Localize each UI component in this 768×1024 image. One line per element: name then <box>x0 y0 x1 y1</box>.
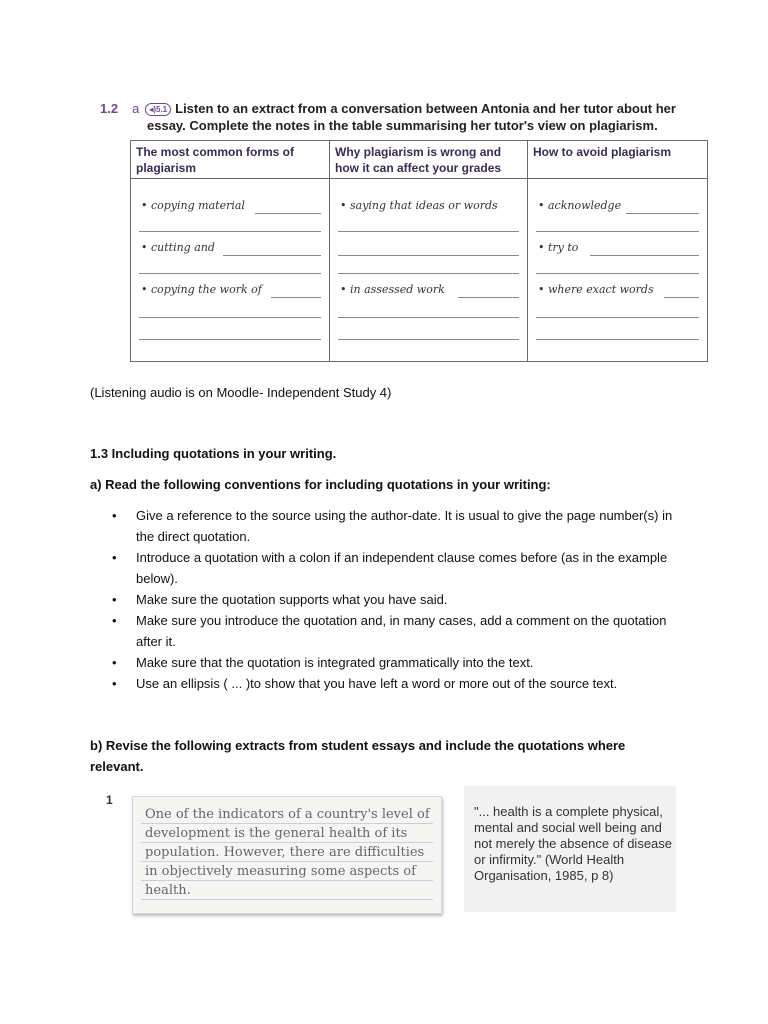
list-item: • Make sure you introduce the quotation and, in many cases, add a comment on the quotation after it. <box>90 610 680 652</box>
list-item: • Make sure that the quotation is integrated grammatically into the text. <box>90 652 680 673</box>
exercise-1-2-instruction <box>100 100 700 134</box>
note-prompt: • in assessed work <box>340 283 445 296</box>
table-header: The most common forms of plagiarism <box>131 141 329 179</box>
note-prompt: • acknowledge <box>538 199 622 212</box>
audio-track-badge: ◂)5.1 <box>145 103 171 116</box>
extract-number: 1 <box>106 793 113 807</box>
quotation-text: "... health is a complete physical, mental and social well being and not merely the absence of disease or infirmity." (World Health Organisation, 1985, p 8) <box>474 804 673 883</box>
speaker-icon: ◂) <box>149 105 156 114</box>
note-prompt: • try to <box>538 241 579 254</box>
list-item: • Use an ellipsis ( ... )to show that you have left a word or more out of the source text. <box>90 673 680 694</box>
instruction-line-1: Listen to an extract from a conversation between Antonia and her tutor about her <box>175 101 676 116</box>
table-column-why <box>329 141 527 361</box>
instruction-line-2: essay. Complete the notes in the table summarising her tutor's view on plagiarism. <box>147 118 658 133</box>
instruction-a: a) Read the following conventions for including quotations in your writing: <box>90 477 551 492</box>
table-header: Why plagiarism is wrong and how it can affect your grades <box>330 141 527 179</box>
list-item: • Make sure the quotation supports what you have said. <box>90 589 680 610</box>
conventions-list <box>90 505 680 694</box>
notes-table <box>130 140 708 362</box>
note-prompt: • cutting and <box>141 241 215 254</box>
instruction-b: b) Revise the following extracts from student essays and include the quotations where relevant. <box>90 738 626 774</box>
note-prompt: • copying material <box>141 199 245 212</box>
list-item: • Introduce a quotation with a colon if an independent clause comes before (as in the example below). <box>90 547 680 589</box>
list-item: • Give a reference to the source using the author-date. It is usual to give the page number(s) in the direct quotation. <box>90 505 680 547</box>
table-column-avoid <box>527 141 707 361</box>
essay-extract-text: One of the indicators of a country's level of development is the general health of its population. However, there are difficulties in objectively measuring some aspects of health. <box>145 807 430 898</box>
note-prompt: • where exact words <box>538 283 654 296</box>
exercise-number: 1.2 <box>100 101 119 116</box>
quotation-card <box>464 786 676 912</box>
audio-note: (Listening audio is on Moodle- Independent Study 4) <box>90 385 392 400</box>
note-prompt: • copying the work of <box>141 283 262 296</box>
table-header: How to avoid plagiarism <box>528 141 707 179</box>
section-heading: 1.3 Including quotations in your writing. <box>90 446 337 461</box>
table-column-forms <box>131 141 329 361</box>
exercise-letter: a <box>132 101 140 116</box>
note-prompt: • saying that ideas or words <box>340 199 498 212</box>
essay-extract-card <box>132 796 442 914</box>
